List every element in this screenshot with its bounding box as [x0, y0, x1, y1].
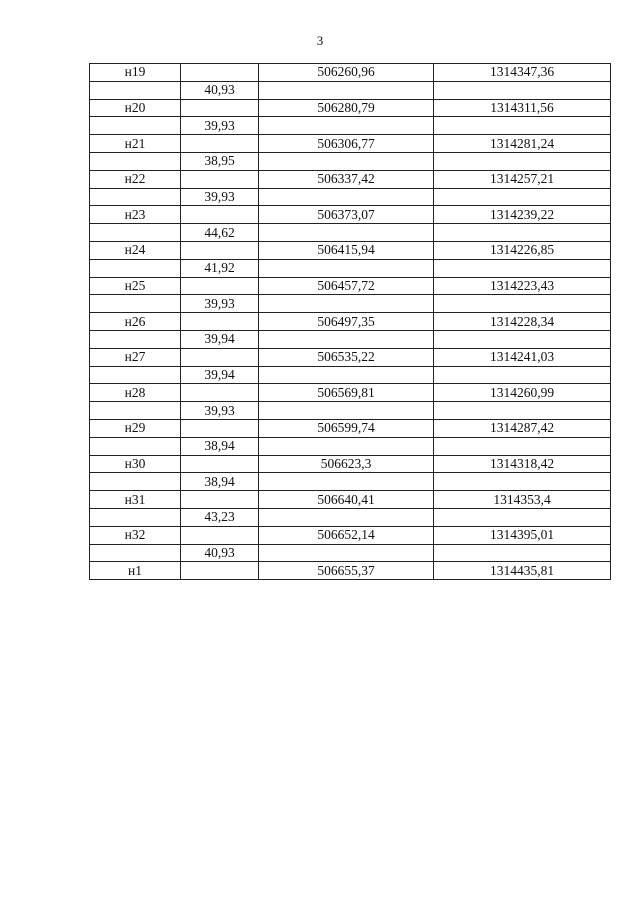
empty-cell — [90, 508, 181, 526]
empty-cell — [181, 241, 259, 259]
empty-cell — [434, 188, 611, 206]
distance-cell: 38,94 — [181, 473, 259, 491]
x-coordinate-cell: 506415,94 — [259, 241, 434, 259]
empty-cell — [259, 259, 434, 277]
empty-cell — [259, 473, 434, 491]
y-coordinate-cell: 1314311,56 — [434, 99, 611, 117]
distance-cell: 39,93 — [181, 402, 259, 420]
empty-cell — [434, 295, 611, 313]
point-name-cell: н26 — [90, 313, 181, 331]
y-coordinate-cell: 1314260,99 — [434, 384, 611, 402]
distance-cell: 38,95 — [181, 152, 259, 170]
empty-cell — [259, 508, 434, 526]
empty-cell — [90, 188, 181, 206]
y-coordinate-cell: 1314395,01 — [434, 526, 611, 544]
distance-cell: 44,62 — [181, 224, 259, 242]
x-coordinate-cell: 506260,96 — [259, 64, 434, 82]
distance-row — [90, 366, 611, 384]
y-coordinate-cell: 1314347,36 — [434, 64, 611, 82]
empty-cell — [90, 259, 181, 277]
point-row — [90, 526, 611, 544]
empty-cell — [90, 330, 181, 348]
point-row — [90, 277, 611, 295]
point-row — [90, 313, 611, 331]
x-coordinate-cell: 506306,77 — [259, 135, 434, 153]
point-name-cell: н28 — [90, 384, 181, 402]
x-coordinate-cell: 506337,42 — [259, 170, 434, 188]
empty-cell — [181, 135, 259, 153]
empty-cell — [181, 277, 259, 295]
point-row — [90, 455, 611, 473]
empty-cell — [181, 64, 259, 82]
empty-cell — [434, 81, 611, 99]
empty-cell — [259, 437, 434, 455]
distance-cell: 43,23 — [181, 508, 259, 526]
distance-cell: 38,94 — [181, 437, 259, 455]
y-coordinate-cell: 1314257,21 — [434, 170, 611, 188]
empty-cell — [181, 526, 259, 544]
distance-cell: 39,94 — [181, 330, 259, 348]
point-name-cell: н30 — [90, 455, 181, 473]
y-coordinate-cell: 1314239,22 — [434, 206, 611, 224]
empty-cell — [181, 491, 259, 509]
empty-cell — [181, 419, 259, 437]
empty-cell — [259, 330, 434, 348]
y-coordinate-cell: 1314353,4 — [434, 491, 611, 509]
x-coordinate-cell: 506652,14 — [259, 526, 434, 544]
distance-row — [90, 508, 611, 526]
empty-cell — [434, 117, 611, 135]
x-coordinate-cell: 506535,22 — [259, 348, 434, 366]
empty-cell — [434, 508, 611, 526]
page-number: 3 — [316, 33, 324, 48]
empty-cell — [259, 544, 434, 562]
point-row — [90, 419, 611, 437]
point-name-cell: н27 — [90, 348, 181, 366]
empty-cell — [90, 81, 181, 99]
empty-cell — [90, 224, 181, 242]
point-name-cell: н25 — [90, 277, 181, 295]
empty-cell — [434, 259, 611, 277]
y-coordinate-cell: 1314318,42 — [434, 455, 611, 473]
point-name-cell: н19 — [90, 64, 181, 82]
empty-cell — [181, 170, 259, 188]
point-name-cell: н29 — [90, 419, 181, 437]
distance-row — [90, 224, 611, 242]
distance-cell: 40,93 — [181, 544, 259, 562]
distance-cell: 41,92 — [181, 259, 259, 277]
point-name-cell: н31 — [90, 491, 181, 509]
distance-row — [90, 295, 611, 313]
point-row — [90, 135, 611, 153]
x-coordinate-cell: 506599,74 — [259, 419, 434, 437]
distance-cell: 39,94 — [181, 366, 259, 384]
empty-cell — [434, 152, 611, 170]
empty-cell — [181, 206, 259, 224]
distance-row — [90, 259, 611, 277]
point-name-cell: н23 — [90, 206, 181, 224]
empty-cell — [90, 473, 181, 491]
y-coordinate-cell: 1314226,85 — [434, 241, 611, 259]
empty-cell — [259, 366, 434, 384]
empty-cell — [181, 99, 259, 117]
point-row — [90, 562, 611, 580]
empty-cell — [90, 117, 181, 135]
empty-cell — [434, 544, 611, 562]
x-coordinate-cell: 506280,79 — [259, 99, 434, 117]
empty-cell — [434, 330, 611, 348]
empty-cell — [181, 455, 259, 473]
distance-cell: 39,93 — [181, 117, 259, 135]
empty-cell — [90, 437, 181, 455]
point-name-cell: н20 — [90, 99, 181, 117]
empty-cell — [259, 224, 434, 242]
empty-cell — [181, 384, 259, 402]
empty-cell — [259, 188, 434, 206]
x-coordinate-cell: 506640,41 — [259, 491, 434, 509]
distance-row — [90, 330, 611, 348]
empty-cell — [259, 295, 434, 313]
distance-row — [90, 188, 611, 206]
y-coordinate-cell: 1314435,81 — [434, 562, 611, 580]
empty-cell — [181, 348, 259, 366]
empty-cell — [90, 152, 181, 170]
distance-cell: 39,93 — [181, 188, 259, 206]
point-name-cell: н22 — [90, 170, 181, 188]
distance-cell: 40,93 — [181, 81, 259, 99]
x-coordinate-cell: 506457,72 — [259, 277, 434, 295]
empty-cell — [434, 437, 611, 455]
point-row — [90, 64, 611, 82]
point-row — [90, 241, 611, 259]
point-name-cell: н21 — [90, 135, 181, 153]
distance-cell: 39,93 — [181, 295, 259, 313]
empty-cell — [90, 544, 181, 562]
empty-cell — [434, 366, 611, 384]
empty-cell — [434, 402, 611, 420]
point-row — [90, 206, 611, 224]
x-coordinate-cell: 506569,81 — [259, 384, 434, 402]
y-coordinate-cell: 1314228,34 — [434, 313, 611, 331]
point-row — [90, 348, 611, 366]
empty-cell — [434, 473, 611, 491]
empty-cell — [259, 81, 434, 99]
x-coordinate-cell: 506497,35 — [259, 313, 434, 331]
y-coordinate-cell: 1314241,03 — [434, 348, 611, 366]
empty-cell — [181, 313, 259, 331]
point-row — [90, 384, 611, 402]
empty-cell — [90, 402, 181, 420]
empty-cell — [259, 402, 434, 420]
distance-row — [90, 117, 611, 135]
point-name-cell: н32 — [90, 526, 181, 544]
x-coordinate-cell: 506373,07 — [259, 206, 434, 224]
coordinates-table — [89, 63, 611, 580]
distance-row — [90, 544, 611, 562]
point-row — [90, 99, 611, 117]
y-coordinate-cell: 1314281,24 — [434, 135, 611, 153]
empty-cell — [434, 224, 611, 242]
y-coordinate-cell: 1314287,42 — [434, 419, 611, 437]
point-name-cell: н1 — [90, 562, 181, 580]
distance-row — [90, 81, 611, 99]
distance-row — [90, 473, 611, 491]
point-row — [90, 491, 611, 509]
empty-cell — [259, 117, 434, 135]
distance-row — [90, 402, 611, 420]
coordinates-table-body — [90, 64, 611, 580]
x-coordinate-cell: 506655,37 — [259, 562, 434, 580]
empty-cell — [90, 295, 181, 313]
distance-row — [90, 437, 611, 455]
y-coordinate-cell: 1314223,43 — [434, 277, 611, 295]
distance-row — [90, 152, 611, 170]
point-name-cell: н24 — [90, 241, 181, 259]
empty-cell — [259, 152, 434, 170]
empty-cell — [90, 366, 181, 384]
point-row — [90, 170, 611, 188]
x-coordinate-cell: 506623,3 — [259, 455, 434, 473]
empty-cell — [181, 562, 259, 580]
